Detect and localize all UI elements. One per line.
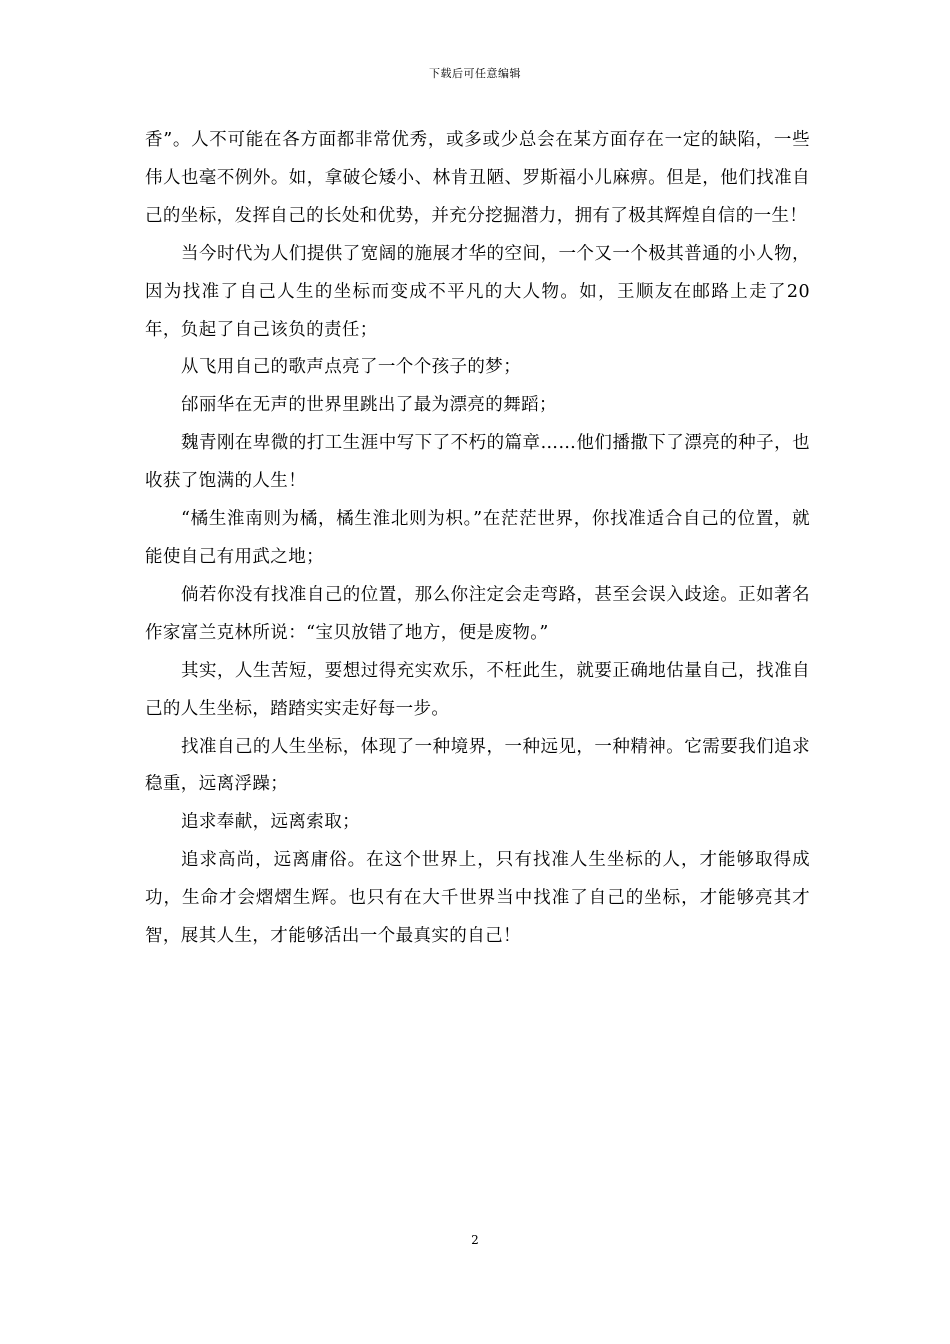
paragraph-4: 邰丽华在无声的世界里跳出了最为漂亮的舞蹈；	[181, 395, 557, 416]
paragraph-8: 其实，人生苦短，要想过得充实欢乐，不枉此生，就要正确地估量自己，找准自己的人生坐标，踏踏实实走好每一步。	[145, 660, 810, 719]
page-header: 下载后可任意编辑	[429, 67, 521, 80]
paragraph-6: “橘生淮南则为橘，橘生淮北则为枳。”在茫茫世界，你找准适合自己的位置，就能使自己有用武之地；	[145, 509, 810, 567]
paragraph-2: 当今时代为人们提供了宽阔的施展才华的空间，一个又一个极其普通的小人物，因为找准了自己人生的坐标而变成不平凡的大人物。如，王顺友在邮路上走了20年，负起了自己该负的责任；	[145, 243, 810, 340]
document-body	[145, 122, 810, 956]
paragraph-5: 魏青刚在卑微的打工生涯中写下了不朽的篇章……他们播撒下了漂亮的种子，也收获了饱满的人生！	[145, 433, 810, 492]
paragraph-7: 倘若你没有找准自己的位置，那么你注定会走弯路，甚至会误入歧途。正如著名作家富兰克林所说：“宝贝放错了地方，便是废物。”	[145, 584, 810, 643]
paragraph-9: 找准自己的人生坐标，体现了一种境界，一种远见，一种精神。它需要我们追求稳重，远离浮躁；	[145, 736, 810, 795]
paragraph-3: 从飞用自己的歌声点亮了一个个孩子的梦；	[181, 357, 522, 378]
paragraph-11: 追求高尚，远离庸俗。在这个世界上，只有找准人生坐标的人，才能够取得成功，生命才会熠熠生辉。也只有在大千世界当中找准了自己的坐标，才能够亮其才智，展其人生，才能够活出一个最真实的自己！	[145, 850, 810, 947]
page-number: 2	[471, 1233, 479, 1247]
paragraph-10: 追求奉献，远离索取；	[181, 812, 360, 833]
paragraph-1: 香”。人不可能在各方面都非常优秀，或多或少总会在某方面存在一定的缺陷，一些伟人也毫不例外。如，拿破仑矮小、林肯丑陋、罗斯福小儿麻痹。但是，他们找准自己的坐标，发挥自己的长处和优势，并充分挖掘潜力，拥有了极其辉煌自信的一生！	[145, 130, 810, 226]
